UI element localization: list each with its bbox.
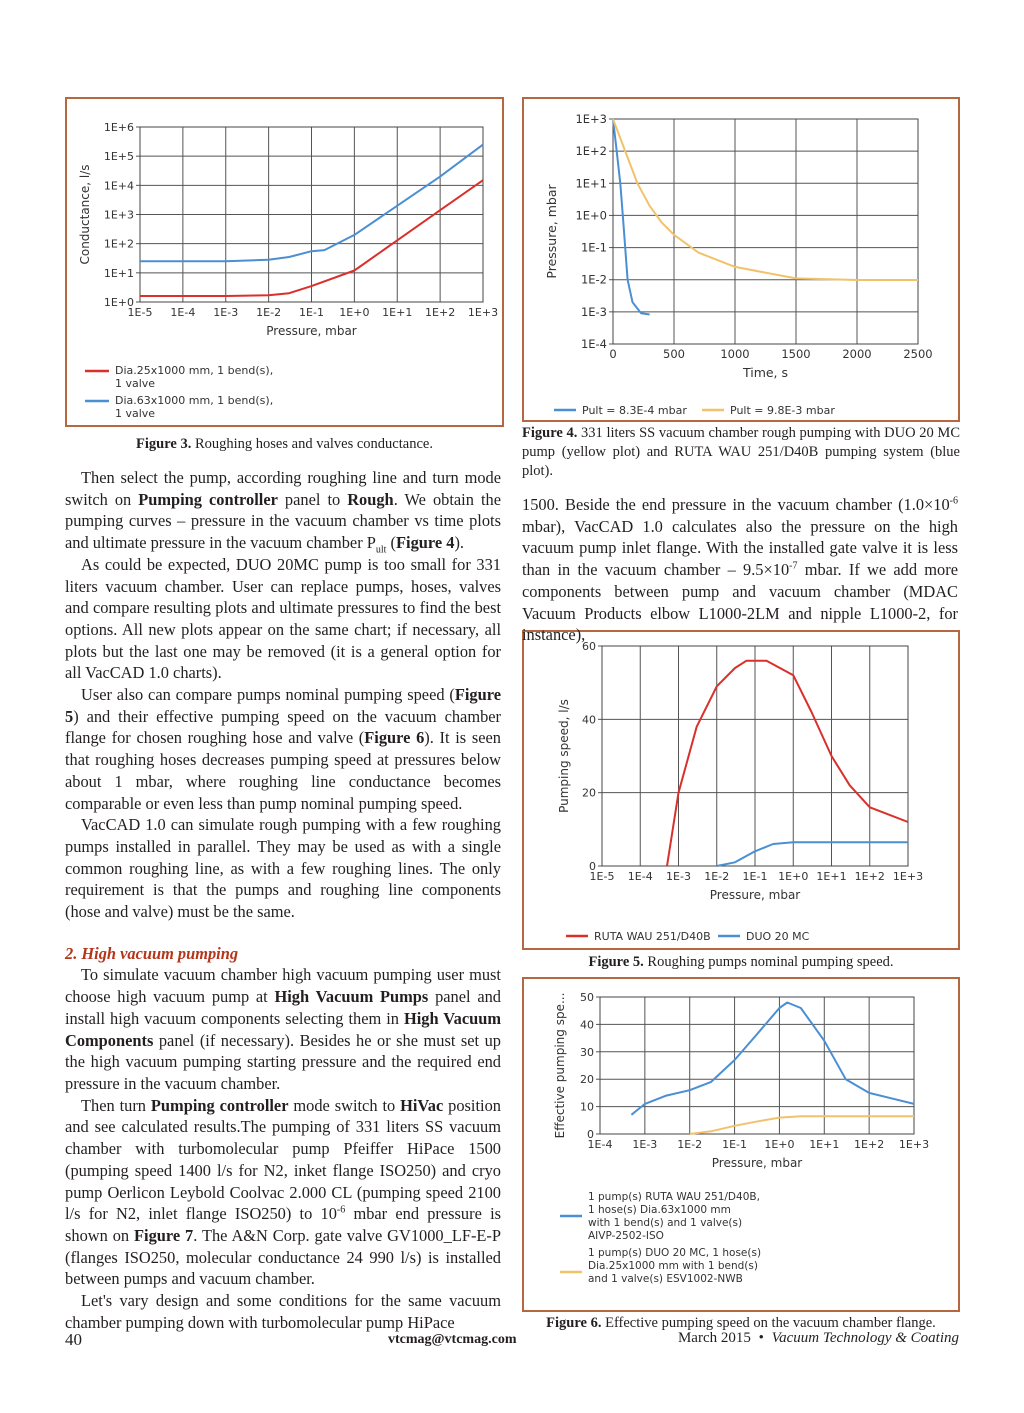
legend-label: DUO 20 MC: [746, 930, 810, 943]
x-tick-label: 1E-2: [256, 306, 282, 319]
y-tick-label: 0: [587, 1128, 594, 1141]
x-axis-label: Time, s: [742, 365, 789, 380]
legend-label: 1 valve: [115, 377, 156, 390]
x-tick-label: 1E-1: [722, 1138, 748, 1151]
x-tick-label: 1E+3: [898, 1138, 930, 1151]
y-tick-label: 30: [580, 1045, 594, 1059]
x-tick-label: 1E-1: [299, 306, 324, 319]
figure-5-caption: [522, 953, 960, 972]
y-tick-label: 1E+3: [575, 112, 607, 126]
y-tick-label: 1E+4: [103, 179, 134, 193]
x-tick-label: 1E+0: [778, 870, 809, 883]
figure-4-chart: [524, 99, 958, 420]
x-tick-label: 1E+1: [809, 1138, 840, 1151]
y-axis-label: Pressure, mbar: [544, 184, 559, 279]
x-tick-label: 1E-4: [627, 870, 653, 883]
section-heading: 2. High vacuum pumping: [65, 943, 239, 963]
y-tick-label: 1E-2: [580, 272, 607, 287]
series-line: [613, 119, 918, 280]
x-tick-label: 1E+2: [425, 306, 456, 319]
y-axis-label: Pumping speed, l/s: [557, 699, 571, 813]
legend-label: Dia.63x1000 mm, 1 bend(s),: [115, 394, 274, 407]
y-axis-label: Conductance, l/s: [78, 164, 92, 265]
figure-3-caption-label: Figure 3.: [136, 436, 192, 452]
x-tick-label: 1E-5: [127, 306, 153, 319]
y-axis-label: Effective pumping spe...: [553, 992, 567, 1139]
x-tick-label: 1E+1: [382, 306, 413, 319]
x-tick-label: 1E-3: [666, 870, 691, 883]
x-tick-label: 1E+3: [467, 306, 499, 319]
x-tick-label: 1E+0: [339, 306, 370, 319]
paragraph: To simulate vacuum chamber high vacuum pumping user must choose high vacuum pump at High Vacuum Pumps panel and install high vacuum components selecting them in High Vacuum Components panel (if necessary). Besides he or she must set up the high vacuum pumping starting pressure and the required end pressure in the vacuum chamber.: [65, 965, 501, 1093]
x-axis-label: Pressure, mbar: [711, 1156, 803, 1170]
page-number: 40: [65, 1330, 82, 1349]
plot-area: [600, 997, 914, 1134]
x-tick-label: 1E-4: [170, 306, 196, 319]
figure-5-caption-text: Roughing pumps nominal pumping speed.: [643, 954, 894, 970]
x-tick-label: 0: [609, 347, 617, 361]
x-tick-label: 1E+0: [764, 1138, 795, 1151]
legend-label: RUTA WAU 251/D40B: [594, 930, 711, 943]
figure-5-chart: [524, 632, 958, 948]
figure-6-frame: [522, 977, 960, 1312]
paragraph: Then turn Pumping controller mode switch to HiVac position and see calculated results.The pumping of 331 liters SS vacuum chamber with turbomolecular pump Pfeiffer HiPace 1500 (pumping speed 1400 l/s for N2, inket flange ISO250) and cryo pump Oerlicon Leybold Coolvac 2.000 CL (pumping speed 2100 l/s for N2, inlet flange ISO250) to $10^{-6}$ mbar end pressure is shown on Figure 7. The A&N Corp. gate valve GV1000_LF-E-P (flanges ISO250, molecular conductance 24 990 l/s) is installed between pumps and vacuum chamber.: [65, 1095, 501, 1289]
x-tick-label: 500: [663, 347, 685, 361]
x-tick-label: 1E-4: [587, 1138, 613, 1151]
figure-6-caption-text: Effective pumping speed on the vacuum chamber flange.: [601, 1315, 936, 1331]
left-text-column: [65, 467, 501, 1333]
legend-label: and 1 valve(s) ESV1002-NWB: [588, 1273, 743, 1285]
x-tick-label: 1E+3: [892, 870, 924, 883]
y-tick-label: 1E+1: [103, 266, 134, 280]
figure-6-caption-label: Figure 6.: [546, 1315, 602, 1331]
y-tick-label: 10: [580, 1100, 594, 1114]
x-tick-label: 2000: [842, 347, 872, 361]
y-tick-label: 50: [580, 991, 594, 1004]
plot-area: [613, 119, 918, 344]
legend-label: Dia.25x1000 mm with 1 bend(s): [588, 1260, 758, 1272]
legend-label: 1 valve: [115, 407, 156, 420]
y-tick-label: 20: [582, 786, 596, 800]
paragraph: 1500. Beside the end pressure in the vacuum chamber ($1.0\times 10^{-6}$ mbar), VacCAD 1.0 calculates also the pressure on the high vacuum pump inlet flange. With the installed gate valve it is less than in the vacuum chamber – $9.5\times 10^{-7}$ mbar. If we add more components between pump and vacuum chamber (MDAC Vacuum Products elbow L1000-2LM and nipple L1000-2, for instance),: [522, 495, 958, 645]
y-tick-label: 60: [582, 640, 596, 653]
x-tick-label: 1E-3: [632, 1138, 658, 1151]
legend-label: Pult = 9.8E-3 mbar: [730, 404, 835, 417]
x-axis-label: Pressure, mbar: [266, 324, 357, 338]
x-tick-label: 1E+2: [854, 870, 885, 883]
legend-label: with 1 bend(s) and 1 valve(s): [588, 1217, 743, 1229]
x-tick-label: 1E-2: [704, 870, 730, 883]
x-tick-label: 2500: [903, 347, 933, 361]
paragraph: VacCAD 1.0 can simulate rough pumping with a few roughing pumps installed in parallel. They may be used as with a single common roughing line, as with a few roughing lines. The only requirement is that the pumps and roughing line components (hose and valve) must be the same.: [65, 815, 501, 922]
figure-3-chart: [67, 99, 502, 425]
footer-bullet: •: [758, 1330, 764, 1346]
figure-5-caption-label: Figure 5.: [588, 954, 644, 970]
figure-4-frame: [522, 97, 960, 422]
x-tick-label: 1E+2: [854, 1138, 885, 1151]
x-tick-label: 1E+1: [816, 870, 847, 883]
y-tick-label: 1E+1: [575, 176, 607, 191]
y-tick-label: 1E-4: [580, 337, 607, 351]
series-line: [717, 842, 908, 866]
legend-label: Dia.25x1000 mm, 1 bend(s),: [115, 364, 274, 377]
figure-4-caption-text: 331 liters SS vacuum chamber rough pumping with DUO 20 MC pump (yellow plot) and RUTA WAU 251/D40B pumping system (blue plot).: [522, 425, 960, 479]
series-line: [690, 1116, 914, 1134]
y-tick-label: 1E+0: [103, 296, 134, 309]
paragraph: As could be expected, DUO 20MC pump is too small for 331 liters vacuum chamber. User can replace pumps, hoses, valves and compare resulting plots and ultimate pressures to find the best options. All new plots appear on the same chart; if necessary, all plots but the last one may be removed (it is a general option for all VacCAD 1.0 charts).: [65, 554, 501, 683]
footer-issue: [678, 1330, 959, 1347]
y-tick-label: 40: [582, 713, 596, 727]
figure-3-caption-text: Roughing hoses and valves conductance.: [191, 436, 433, 452]
y-tick-label: 1E+2: [575, 144, 607, 159]
figure-5-frame: [522, 630, 960, 950]
x-tick-label: 1E-1: [742, 870, 768, 883]
figure-4-caption-label: Figure 4.: [522, 425, 578, 441]
y-tick-label: 1E+6: [103, 121, 134, 134]
legend-label: Pult = 8.3E-4 mbar: [582, 404, 687, 417]
y-tick-label: 1E+2: [103, 237, 134, 251]
x-tick-label: 1E-2: [677, 1138, 703, 1151]
x-tick-label: 1E-5: [589, 870, 615, 883]
y-tick-label: 40: [580, 1018, 594, 1032]
y-tick-label: 0: [589, 860, 596, 873]
x-tick-label: 1000: [720, 347, 750, 361]
legend-label: AIVP-2502-ISO: [588, 1230, 664, 1242]
footer-journal: Vacuum Technology & Coating: [771, 1330, 959, 1346]
figure-3-frame: [65, 97, 504, 427]
y-tick-label: 1E+5: [103, 150, 134, 164]
series-line: [613, 119, 650, 315]
y-tick-label: 20: [580, 1073, 594, 1087]
x-axis-label: Pressure, mbar: [709, 888, 801, 902]
series-line: [667, 661, 908, 866]
right-text-column: [522, 494, 958, 646]
x-tick-label: 1500: [781, 347, 811, 361]
paragraph: Let's vary design and some conditions for the same vacuum chamber pumping down with turbomolecular pump HiPace: [65, 1291, 501, 1332]
footer-date: March 2015: [677, 1330, 751, 1346]
paragraph: User also can compare pumps nominal pumping speed (Figure 5) and their effective pumping speed on the vacuum chamber flange for chosen roughing hose and valve (Figure 6). It is seen that roughing hoses decreases pumping speed at pressures below about 1 mbar, where roughing line conductance becomes comparable or even less than pump nominal pumping speed.: [65, 685, 501, 813]
footer-email: vtcmag@vtcmag.com: [388, 1332, 517, 1347]
legend-label: 1 pump(s) DUO 20 MC, 1 hose(s): [588, 1247, 762, 1259]
figure-6-chart: [524, 979, 958, 1310]
y-tick-label: 1E-3: [580, 304, 607, 319]
y-tick-label: 1E+3: [103, 208, 134, 222]
series-line: [631, 1003, 914, 1115]
paragraph: Then select the pump, according roughing line and turn mode switch on Pumping controller panel to Rough. We obtain the pumping curves – pressure in the vacuum chamber vs time plots and ultimate pressure in the vacuum chamber $P_{ult}$ (Figure 4).: [65, 468, 501, 556]
x-tick-label: 1E-3: [213, 306, 239, 319]
figure-4-caption: [522, 424, 960, 481]
y-tick-label: 1E+0: [575, 208, 607, 223]
y-tick-label: 1E-1: [580, 240, 607, 255]
figure-3-caption: [65, 435, 504, 454]
legend-label: 1 hose(s) Dia.63x1000 mm: [588, 1204, 731, 1216]
legend-label: 1 pump(s) RUTA WAU 251/D40B,: [588, 1191, 760, 1203]
